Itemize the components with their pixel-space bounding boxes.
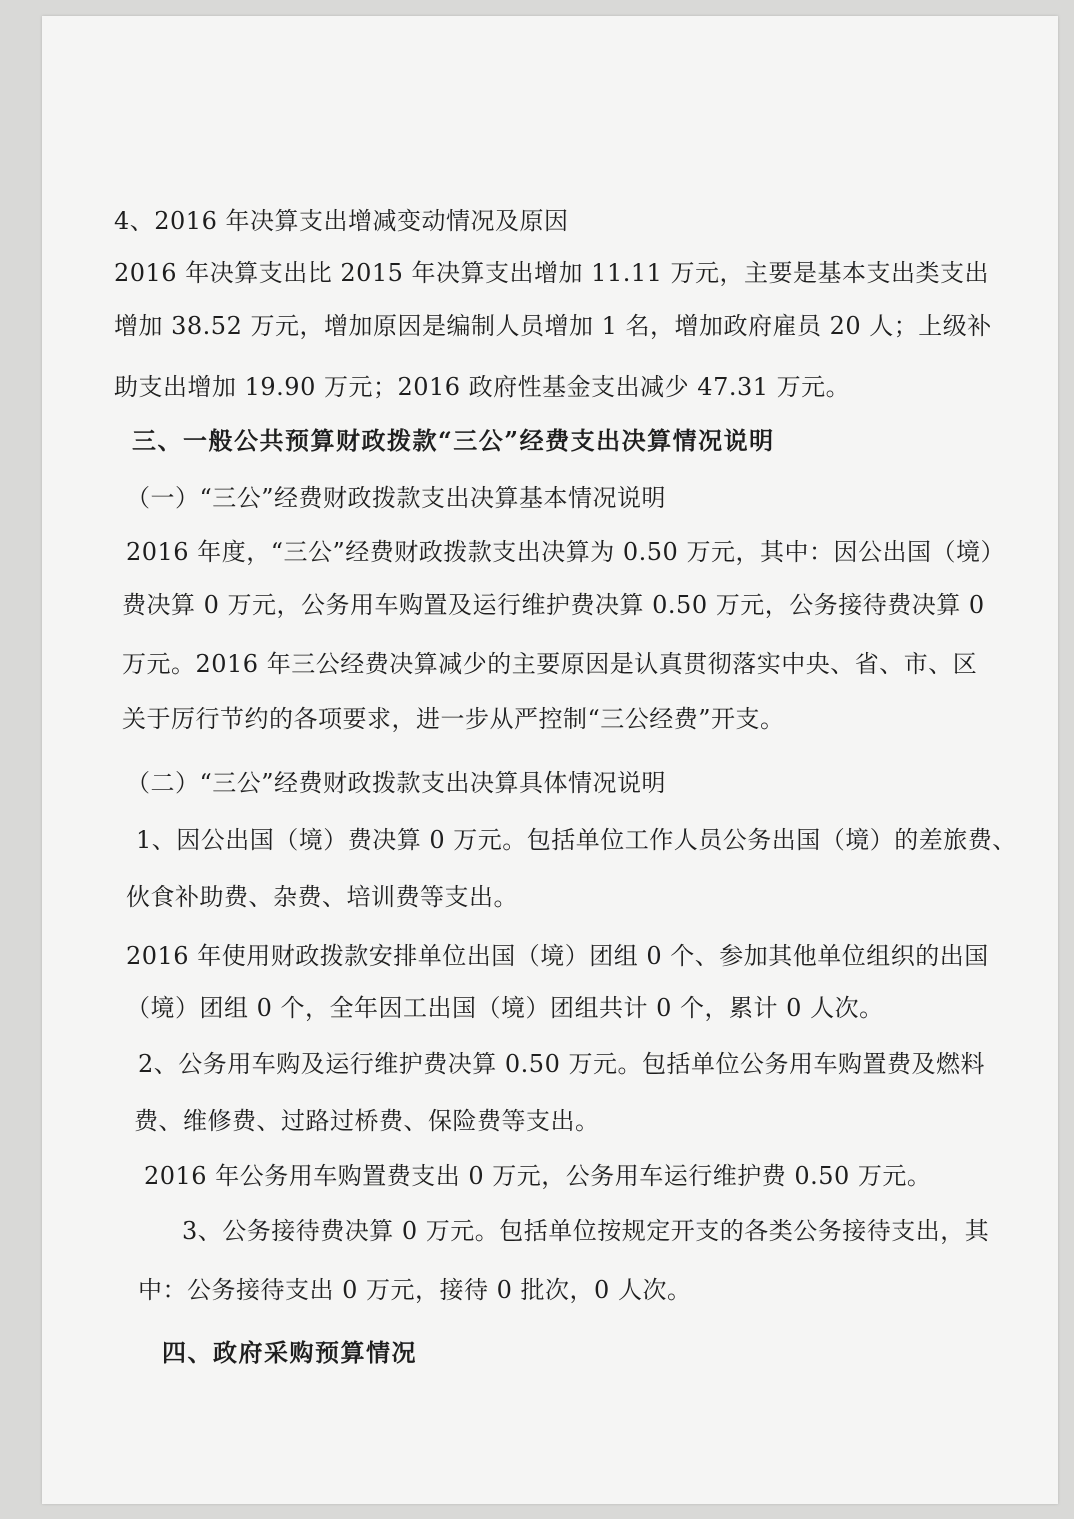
section-heading: 4、2016 年决算支出增减变动情况及原因 xyxy=(114,207,569,235)
text-line: 2016 年使用财政拨款安排单位出国（境）团组 0 个、参加其他单位组织的出国 xyxy=(126,942,989,970)
chapter-heading: 四、政府采购预算情况 xyxy=(162,1338,417,1367)
subsection-heading: （二）“三公”经费财政拨款支出决算具体情况说明 xyxy=(126,769,667,797)
text-line: 3、公务接待费决算 0 万元。包括单位按规定开支的各类公务接待支出，其 xyxy=(182,1217,990,1245)
text-line: （境）团组 0 个，全年因工出国（境）团组共计 0 个，累计 0 人次。 xyxy=(126,994,884,1022)
chapter-heading: 三、一般公共预算财政拨款“三公”经费支出决算情况说明 xyxy=(132,426,775,455)
text-line: 关于厉行节约的各项要求，进一步从严控制“三公经费”开支。 xyxy=(122,705,785,733)
text-line: 费、维修费、过路过桥费、保险费等支出。 xyxy=(134,1107,600,1135)
text-line: 2016 年公务用车购置费支出 0 万元，公务用车运行维护费 0.50 万元。 xyxy=(144,1162,932,1190)
text-line: 2、公务用车购及运行维护费决算 0.50 万元。包括单位公务用车购置费及燃料 xyxy=(138,1050,985,1078)
text-line: 2016 年决算支出比 2015 年决算支出增加 11.11 万元，主要是基本支出类支出 xyxy=(114,259,990,287)
text-line: 1、因公出国（境）费决算 0 万元。包括单位工作人员公务出国（境）的差旅费、 xyxy=(136,826,1017,854)
text-line: 2016 年度，“三公”经费财政拨款支出决算为 0.50 万元，其中：因公出国（境） xyxy=(126,538,1005,566)
document-page xyxy=(42,16,1058,1504)
text-line: 伙食补助费、杂费、培训费等支出。 xyxy=(126,883,518,911)
subsection-heading: （一）“三公”经费财政拨款支出决算基本情况说明 xyxy=(126,484,667,512)
text-line: 中：公务接待支出 0 万元，接待 0 批次，0 人次。 xyxy=(138,1276,692,1304)
text-line: 费决算 0 万元，公务用车购置及运行维护费决算 0.50 万元，公务接待费决算 0 xyxy=(122,591,985,619)
text-line: 增加 38.52 万元，增加原因是编制人员增加 1 名，增加政府雇员 20 人；上级补 xyxy=(114,312,992,340)
text-line: 助支出增加 19.90 万元；2016 政府性基金支出减少 47.31 万元。 xyxy=(114,373,851,401)
text-line: 万元。2016 年三公经费决算减少的主要原因是认真贯彻落实中央、省、市、区 xyxy=(122,650,978,678)
